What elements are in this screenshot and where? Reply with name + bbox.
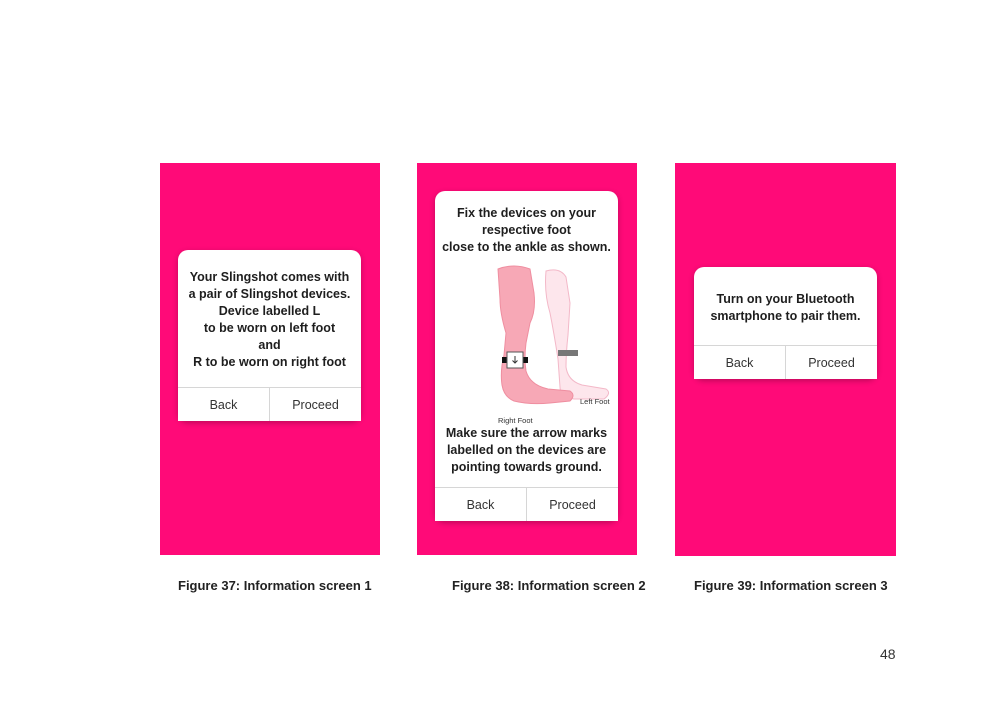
left-device-icon — [558, 350, 578, 356]
message-line: a pair of Slingshot devices. — [188, 287, 351, 301]
message-line: Device labelled L — [218, 304, 321, 318]
info-screen-1 — [160, 163, 380, 555]
back-button[interactable]: Back — [178, 388, 269, 421]
message-line: labelled on the devices are — [446, 443, 607, 457]
proceed-button[interactable]: Proceed — [526, 488, 618, 521]
info-dialog-3 — [694, 267, 877, 379]
figure-caption-37: Figure 37: Information screen 1 — [178, 578, 372, 593]
left-foot-label: Left Foot — [580, 397, 610, 406]
dialog-button-row — [435, 487, 618, 521]
back-button[interactable]: Back — [435, 488, 526, 521]
info-dialog-1 — [178, 250, 361, 421]
info-screen-3 — [675, 163, 896, 556]
message-line: Your Slingshot comes with — [189, 270, 350, 284]
figure-caption-38: Figure 38: Information screen 2 — [452, 578, 646, 593]
message-line: to be worn on left foot — [203, 321, 336, 335]
dialog-message-top — [435, 205, 618, 256]
message-line: Fix the devices on your — [457, 206, 596, 220]
info-dialog-2 — [435, 191, 618, 521]
right-foot-label: Right Foot — [498, 416, 533, 425]
proceed-button[interactable]: Proceed — [269, 388, 361, 421]
message-line: Turn on your Bluetooth — [716, 292, 855, 306]
dialog-message-bottom — [435, 425, 618, 476]
info-screen-2 — [417, 163, 637, 555]
dialog-button-row — [178, 387, 361, 421]
figure-caption-39: Figure 39: Information screen 3 — [694, 578, 888, 593]
message-line: smartphone to pair them. — [710, 309, 861, 323]
back-button[interactable]: Back — [694, 346, 785, 379]
message-line: close to the ankle as shown. — [442, 240, 611, 254]
message-line: R to be worn on right foot — [193, 355, 346, 369]
message-line: and — [258, 338, 281, 352]
feet-illustration — [490, 263, 630, 425]
dialog-message — [178, 269, 361, 371]
message-line: respective foot — [482, 223, 571, 237]
message-line: pointing towards ground. — [451, 460, 602, 474]
dialog-button-row — [694, 345, 877, 379]
proceed-button[interactable]: Proceed — [785, 346, 877, 379]
dialog-message — [694, 291, 877, 325]
message-line: Make sure the arrow marks — [445, 426, 608, 440]
left-leg-shape — [546, 270, 609, 399]
page-number: 48 — [880, 646, 896, 662]
